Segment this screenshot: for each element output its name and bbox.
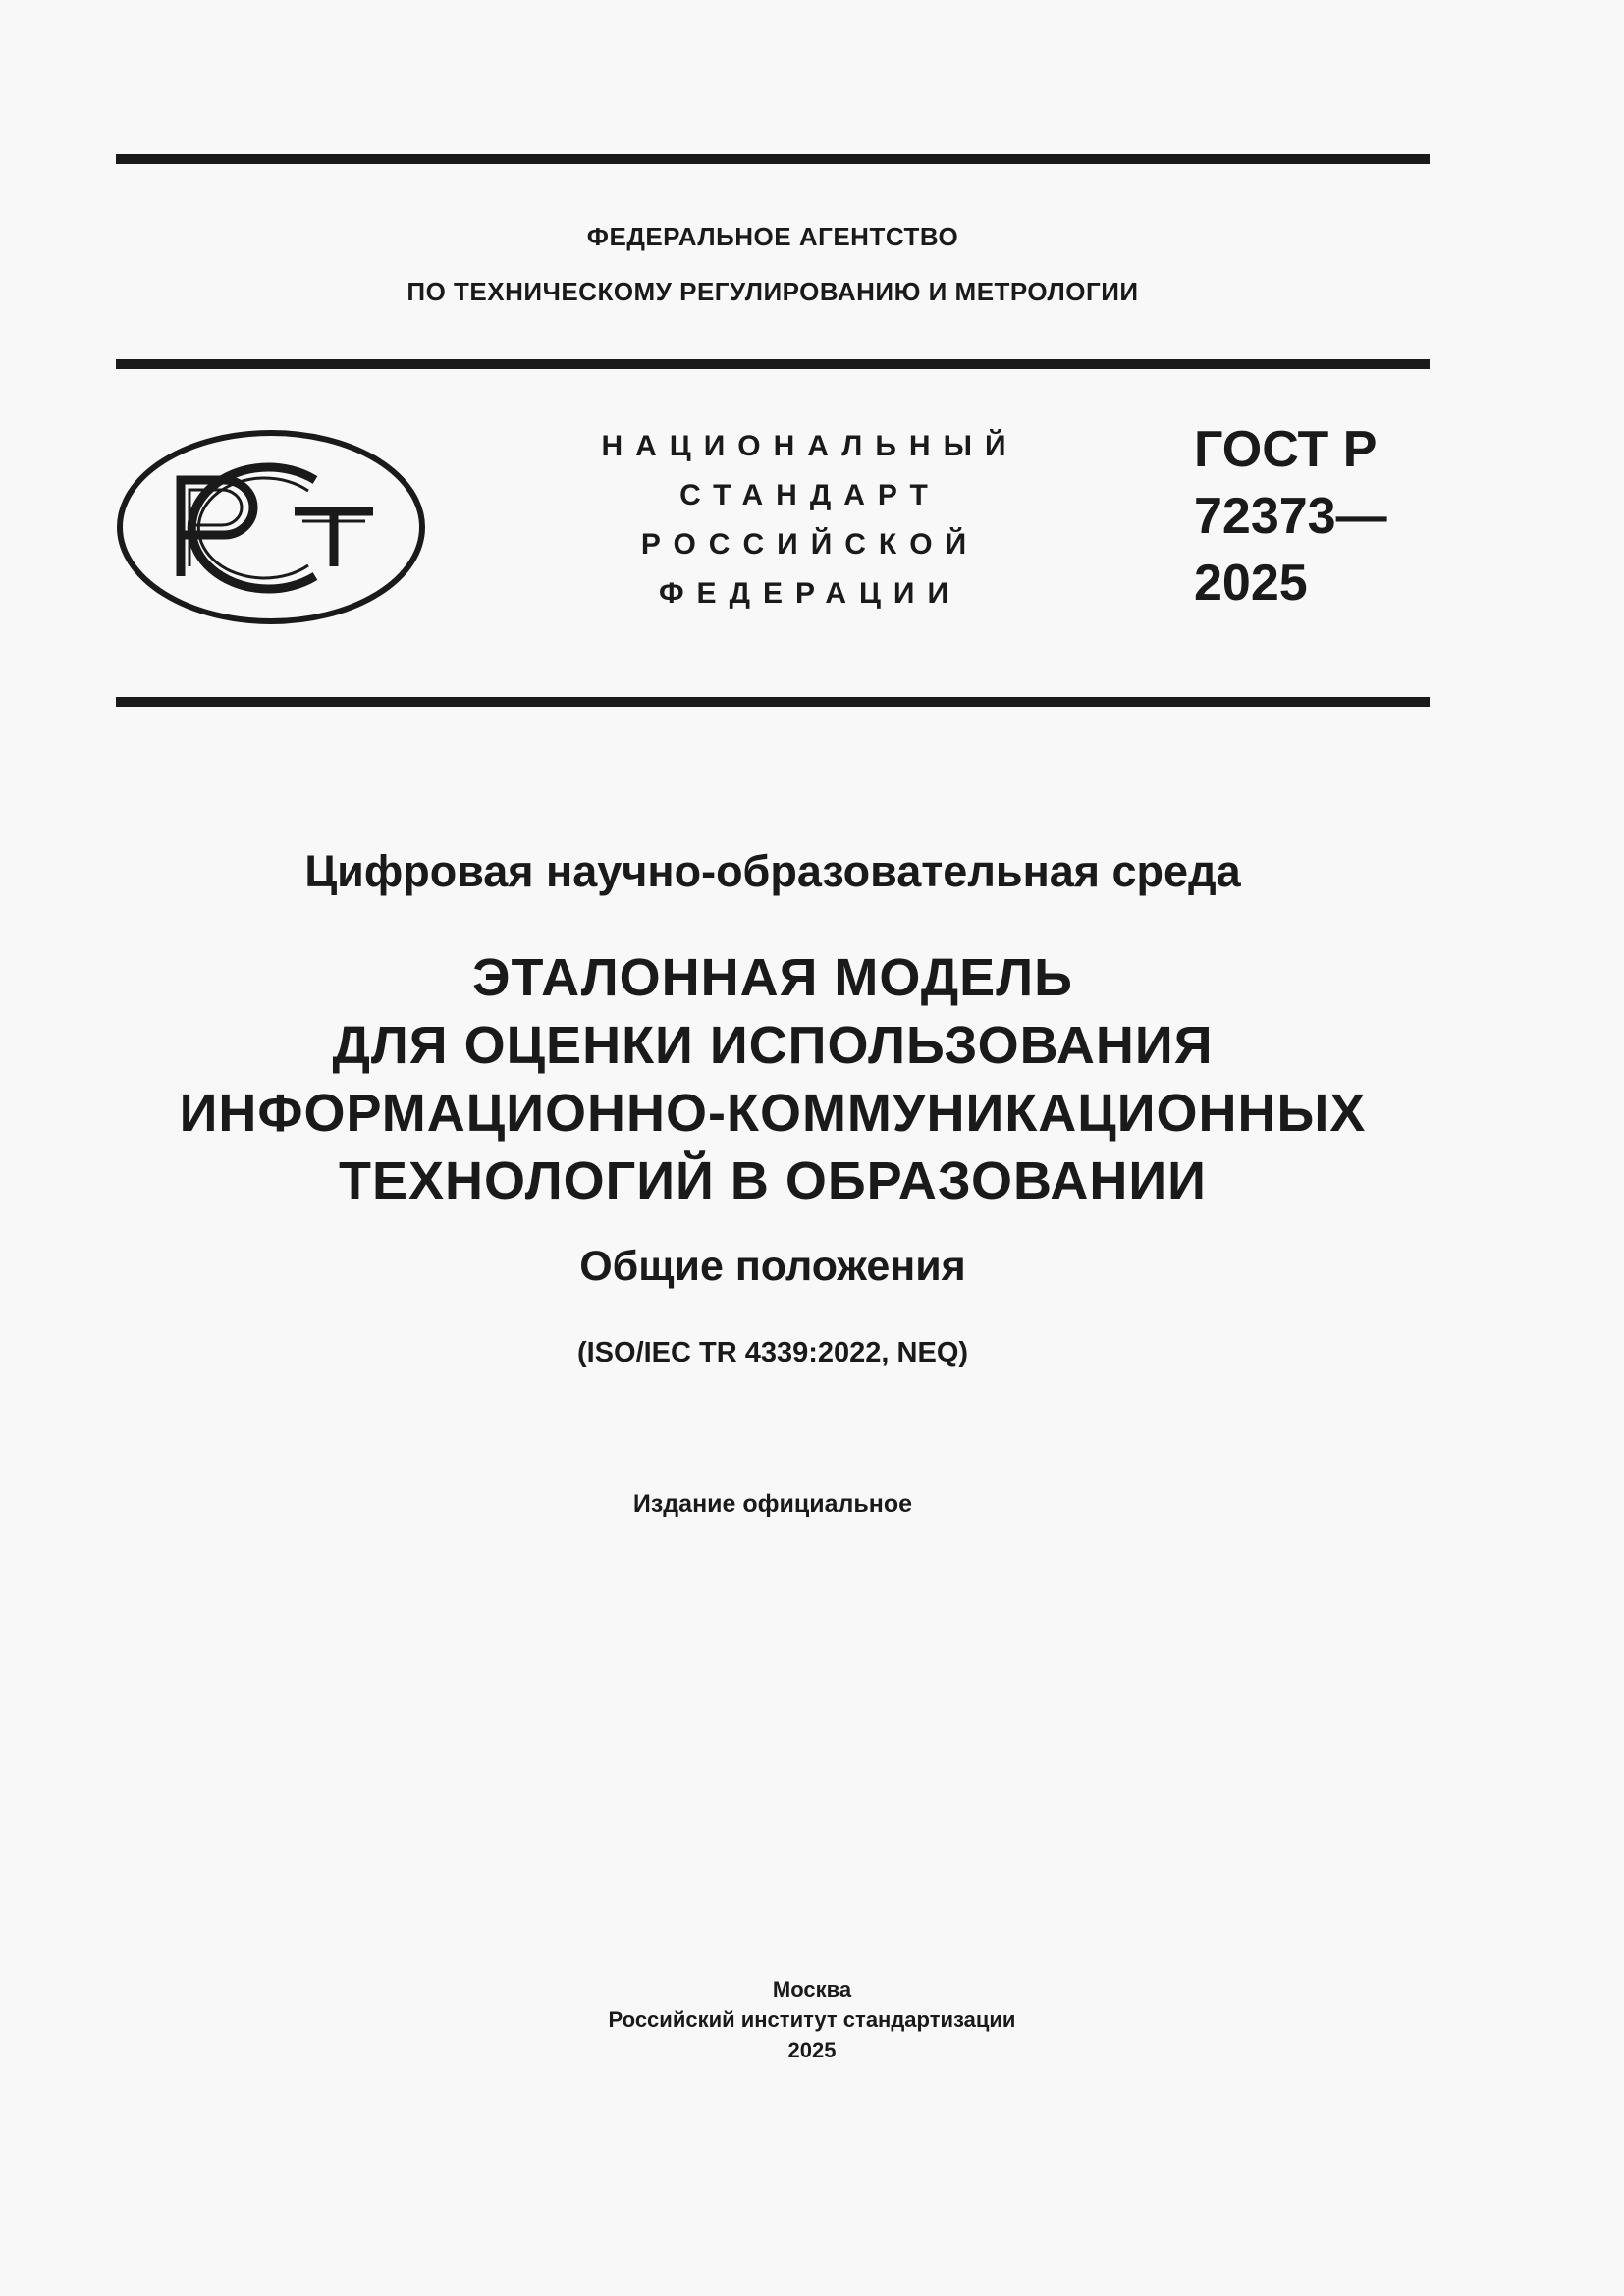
standard-type-block (550, 422, 1070, 618)
agency-name-line-1: ФЕДЕРАЛЬНОЕ АГЕНТСТВО (586, 222, 959, 251)
standard-designation (1194, 416, 1387, 616)
header-bottom-rule (116, 697, 1430, 707)
main-title-line: ТЕХНОЛОГИЙ В ОБРАЗОВАНИИ (339, 1151, 1207, 1210)
edition-note: Издание официальное (632, 1490, 913, 1518)
main-title-line: ЭТАЛОННАЯ МОДЕЛЬ (472, 948, 1073, 1007)
agency-name-line-2: ПО ТЕХНИЧЕСКОМУ РЕГУЛИРОВАНИЮ И МЕТРОЛОГИИ (406, 277, 1139, 306)
standard-type-line: НАЦИОНАЛЬНЫЙ (601, 430, 1019, 462)
header-divider-rule (116, 359, 1430, 369)
series-title: Цифровая научно-образовательная среда (304, 846, 1241, 896)
subtitle: Общие положения (579, 1243, 966, 1290)
main-title-line: ИНФОРМАЦИОННО-КОММУНИКАЦИОННЫХ (179, 1084, 1367, 1143)
rst-conformity-mark-icon (116, 429, 426, 625)
imprint (116, 1974, 1508, 2065)
imprint-publisher: Российский институт стандартизации (608, 2007, 1016, 2032)
imprint-year: 2025 (787, 2038, 837, 2062)
main-title-line: ДЛЯ ОЦЕНКИ ИСПОЛЬЗОВАНИЯ (332, 1016, 1214, 1075)
designation-line-2: 72373— (1194, 488, 1387, 545)
designation-line-3: 2025 (1194, 555, 1308, 612)
main-title (0, 944, 1545, 1215)
harmonization-reference: (ISO/IEC TR 4339:2022, NEQ) (576, 1337, 969, 1368)
standard-type-line: РОССИЙСКОЙ (640, 528, 980, 561)
standard-type-line: ФЕДЕРАЦИИ (658, 577, 962, 610)
top-rule (116, 154, 1430, 164)
imprint-city: Москва (772, 1977, 852, 2002)
designation-line-1: ГОСТ Р (1194, 421, 1378, 478)
standard-type-line: СТАНДАРТ (679, 479, 941, 511)
